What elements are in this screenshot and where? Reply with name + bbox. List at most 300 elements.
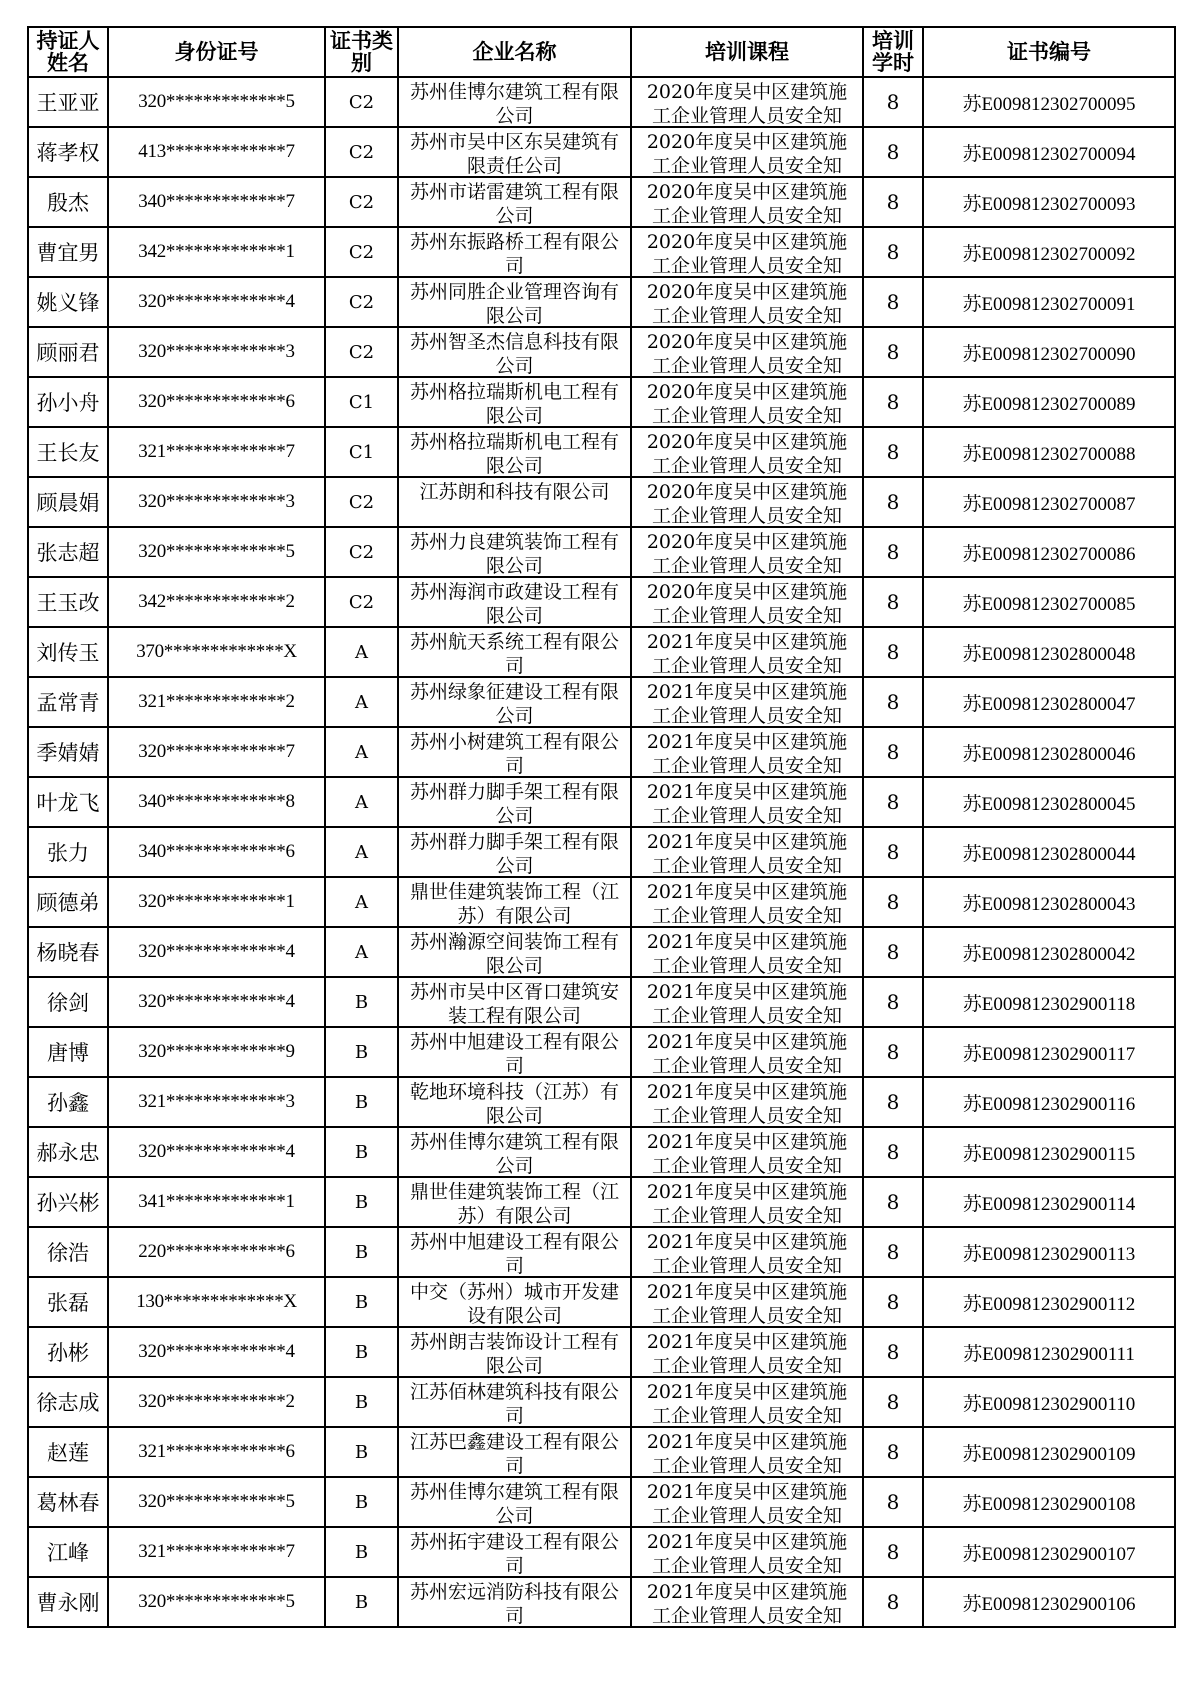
cell-course-text-box bbox=[632, 1428, 862, 1476]
cell-course-text: 2020年度吴中区建筑施工企业管理人员安全知 bbox=[646, 431, 848, 476]
cell-course-text-box bbox=[632, 678, 862, 726]
cell-cert-type: C2 bbox=[325, 227, 398, 277]
cell-company bbox=[398, 1427, 631, 1477]
table-row bbox=[28, 1577, 1175, 1627]
cell-holder-name: 孙鑫 bbox=[28, 1077, 108, 1127]
cell-holder-name: 顾晨娟 bbox=[28, 477, 108, 527]
cell-company-text: 乾地环境科技（江苏）有限公司 bbox=[409, 1081, 619, 1126]
cell-cert-number: 苏E009812302700091 bbox=[923, 277, 1175, 327]
header-cert-type: 证书类别 bbox=[325, 27, 398, 77]
cell-course-text-box bbox=[632, 1278, 862, 1326]
cell-company bbox=[398, 927, 631, 977]
cell-hours: 8 bbox=[863, 1277, 923, 1327]
cell-course-text-box bbox=[632, 128, 862, 176]
cell-holder-name: 王长友 bbox=[28, 427, 108, 477]
cell-holder-name: 唐博 bbox=[28, 1027, 108, 1077]
cell-course bbox=[631, 1277, 863, 1327]
cell-id-number: 320*************5 bbox=[108, 77, 325, 127]
cell-course-text-box bbox=[632, 378, 862, 426]
cell-cert-number: 苏E009812302900117 bbox=[923, 1027, 1175, 1077]
cell-hours: 8 bbox=[863, 277, 923, 327]
cell-holder-name: 徐浩 bbox=[28, 1227, 108, 1277]
cell-id-number: 321*************3 bbox=[108, 1077, 325, 1127]
cell-cert-type: C2 bbox=[325, 77, 398, 127]
cell-id-number: 340*************6 bbox=[108, 827, 325, 877]
cell-id-number: 370*************X bbox=[108, 627, 325, 677]
cell-course bbox=[631, 977, 863, 1027]
cell-id-number: 320*************3 bbox=[108, 327, 325, 377]
cell-course bbox=[631, 927, 863, 977]
cell-course-text-box bbox=[632, 628, 862, 676]
cell-course bbox=[631, 1327, 863, 1377]
cell-course-text: 2021年度吴中区建筑施工企业管理人员安全知 bbox=[646, 1531, 848, 1576]
cell-company-text-box bbox=[399, 978, 630, 1026]
cell-course bbox=[631, 377, 863, 427]
cell-company-text-box bbox=[399, 478, 630, 526]
cell-course bbox=[631, 627, 863, 677]
cell-cert-number: 苏E009812302900111 bbox=[923, 1327, 1175, 1377]
cell-course-text-box bbox=[632, 528, 862, 576]
cell-cert-type: C2 bbox=[325, 177, 398, 227]
cell-course-text-box bbox=[632, 78, 862, 126]
cell-company-text: 江苏佰林建筑科技有限公司 bbox=[409, 1381, 619, 1426]
cell-company bbox=[398, 1377, 631, 1427]
cell-holder-name: 曹永刚 bbox=[28, 1577, 108, 1627]
cell-holder-name: 杨晓春 bbox=[28, 927, 108, 977]
cell-holder-name: 孙小舟 bbox=[28, 377, 108, 427]
cell-company bbox=[398, 877, 631, 927]
cell-holder-name: 蒋孝权 bbox=[28, 127, 108, 177]
cell-holder-name: 王玉改 bbox=[28, 577, 108, 627]
table-row bbox=[28, 327, 1175, 377]
cell-company-text-box bbox=[399, 928, 630, 976]
cell-company-text: 苏州佳博尔建筑工程有限公司 bbox=[409, 1131, 619, 1176]
cell-company-text: 苏州朗吉装饰设计工程有限公司 bbox=[409, 1331, 619, 1376]
cell-course-text: 2020年度吴中区建筑施工企业管理人员安全知 bbox=[646, 281, 848, 326]
cell-company-text-box bbox=[399, 678, 630, 726]
cell-company-text: 江苏巴鑫建设工程有限公司 bbox=[409, 1431, 619, 1476]
cell-company bbox=[398, 327, 631, 377]
cell-cert-type: B bbox=[325, 1227, 398, 1277]
cell-id-number: 130*************X bbox=[108, 1277, 325, 1327]
cell-company bbox=[398, 227, 631, 277]
cell-company bbox=[398, 977, 631, 1027]
cell-course-text-box bbox=[632, 978, 862, 1026]
cell-cert-number: 苏E009812302700095 bbox=[923, 77, 1175, 127]
cell-course-text: 2021年度吴中区建筑施工企业管理人员安全知 bbox=[646, 1231, 848, 1276]
cell-course-text-box bbox=[632, 1228, 862, 1276]
cell-id-number: 321*************7 bbox=[108, 1527, 325, 1577]
table-row bbox=[28, 1477, 1175, 1527]
cell-course-text: 2021年度吴中区建筑施工企业管理人员安全知 bbox=[646, 1281, 848, 1326]
cell-holder-name: 葛林春 bbox=[28, 1477, 108, 1527]
cell-company bbox=[398, 527, 631, 577]
table-row bbox=[28, 977, 1175, 1027]
cell-company bbox=[398, 177, 631, 227]
cell-company bbox=[398, 1077, 631, 1127]
cell-cert-number: 苏E009812302800044 bbox=[923, 827, 1175, 877]
cell-course bbox=[631, 327, 863, 377]
certificate-table bbox=[27, 26, 1176, 1628]
cell-company-text: 苏州航天系统工程有限公司 bbox=[409, 631, 619, 676]
cell-company-text: 苏州格拉瑞斯机电工程有限公司 bbox=[409, 381, 619, 426]
cell-hours: 8 bbox=[863, 1327, 923, 1377]
cell-holder-name: 赵莲 bbox=[28, 1427, 108, 1477]
cell-course bbox=[631, 1427, 863, 1477]
cell-cert-number: 苏E009812302900116 bbox=[923, 1077, 1175, 1127]
cell-hours: 8 bbox=[863, 127, 923, 177]
cell-course-text: 2021年度吴中区建筑施工企业管理人员安全知 bbox=[646, 1131, 848, 1176]
table-row bbox=[28, 177, 1175, 227]
cell-hours: 8 bbox=[863, 1527, 923, 1577]
cell-cert-type: B bbox=[325, 1427, 398, 1477]
cell-course bbox=[631, 777, 863, 827]
cell-holder-name: 刘传玉 bbox=[28, 627, 108, 677]
table-row bbox=[28, 1327, 1175, 1377]
cell-cert-type: A bbox=[325, 877, 398, 927]
cell-company-text-box bbox=[399, 578, 630, 626]
cell-cert-type: B bbox=[325, 1277, 398, 1327]
header-id-number: 身份证号 bbox=[108, 27, 325, 77]
cell-company-text-box bbox=[399, 1378, 630, 1426]
cell-company bbox=[398, 777, 631, 827]
cell-company-text: 苏州同胜企业管理咨询有限公司 bbox=[409, 281, 619, 326]
table-row bbox=[28, 1127, 1175, 1177]
cell-company-text: 苏州小树建筑工程有限公司 bbox=[409, 731, 619, 776]
cell-holder-name: 顾丽君 bbox=[28, 327, 108, 377]
cell-course-text-box bbox=[632, 1528, 862, 1576]
cell-holder-name: 张志超 bbox=[28, 527, 108, 577]
table-row bbox=[28, 1427, 1175, 1477]
cell-company-text-box bbox=[399, 328, 630, 376]
cell-company-text-box bbox=[399, 1328, 630, 1376]
cell-company-text: 苏州群力脚手架工程有限公司 bbox=[409, 781, 619, 826]
cell-course bbox=[631, 527, 863, 577]
cell-company-text-box bbox=[399, 1078, 630, 1126]
cell-cert-type: B bbox=[325, 1577, 398, 1627]
cell-course-text: 2021年度吴中区建筑施工企业管理人员安全知 bbox=[646, 981, 848, 1026]
cell-company-text-box bbox=[399, 1028, 630, 1076]
cell-company-text: 苏州海润市政建设工程有限公司 bbox=[409, 581, 619, 626]
cell-cert-number: 苏E009812302800043 bbox=[923, 877, 1175, 927]
cell-course bbox=[631, 1227, 863, 1277]
cell-course-text: 2020年度吴中区建筑施工企业管理人员安全知 bbox=[646, 331, 848, 376]
cell-course-text: 2020年度吴中区建筑施工企业管理人员安全知 bbox=[646, 131, 848, 176]
cell-cert-number: 苏E009812302700085 bbox=[923, 577, 1175, 627]
cell-course-text: 2020年度吴中区建筑施工企业管理人员安全知 bbox=[646, 181, 848, 226]
cell-id-number: 320*************6 bbox=[108, 377, 325, 427]
cell-course-text: 2021年度吴中区建筑施工企业管理人员安全知 bbox=[646, 1381, 848, 1426]
cell-hours: 8 bbox=[863, 1127, 923, 1177]
cell-course-text: 2021年度吴中区建筑施工企业管理人员安全知 bbox=[646, 631, 848, 676]
cell-course-text-box bbox=[632, 1378, 862, 1426]
cell-cert-number: 苏E009812302900118 bbox=[923, 977, 1175, 1027]
cell-course bbox=[631, 827, 863, 877]
cell-hours: 8 bbox=[863, 177, 923, 227]
cell-hours: 8 bbox=[863, 727, 923, 777]
cell-course bbox=[631, 127, 863, 177]
cell-hours: 8 bbox=[863, 977, 923, 1027]
cell-company-text: 苏州市吴中区东吴建筑有限责任公司 bbox=[409, 131, 619, 176]
cell-course bbox=[631, 1027, 863, 1077]
cell-company bbox=[398, 77, 631, 127]
cell-course-text: 2020年度吴中区建筑施工企业管理人员安全知 bbox=[646, 531, 848, 576]
cell-company-text: 鼎世佳建筑装饰工程（江苏）有限公司 bbox=[409, 881, 619, 926]
cell-id-number: 320*************3 bbox=[108, 477, 325, 527]
cell-company bbox=[398, 1327, 631, 1377]
cell-course-text-box bbox=[632, 1028, 862, 1076]
table-header-row bbox=[28, 27, 1175, 77]
cell-hours: 8 bbox=[863, 627, 923, 677]
cell-course-text: 2021年度吴中区建筑施工企业管理人员安全知 bbox=[646, 1081, 848, 1126]
cell-course-text: 2021年度吴中区建筑施工企业管理人员安全知 bbox=[646, 731, 848, 776]
cell-cert-type: A bbox=[325, 677, 398, 727]
cell-course-text: 2021年度吴中区建筑施工企业管理人员安全知 bbox=[646, 1031, 848, 1076]
cell-hours: 8 bbox=[863, 1177, 923, 1227]
cell-company-text-box bbox=[399, 528, 630, 576]
table-row bbox=[28, 477, 1175, 527]
cell-course-text-box bbox=[632, 278, 862, 326]
table-row bbox=[28, 527, 1175, 577]
cell-company-text: 苏州中旭建设工程有限公司 bbox=[409, 1031, 619, 1076]
cell-holder-name: 孟常青 bbox=[28, 677, 108, 727]
cell-hours: 8 bbox=[863, 1377, 923, 1427]
cell-hours: 8 bbox=[863, 1577, 923, 1627]
cell-company-text-box bbox=[399, 1528, 630, 1576]
header-cert-number: 证书编号 bbox=[923, 27, 1175, 77]
cell-course bbox=[631, 1177, 863, 1227]
cell-company-text: 苏州佳博尔建筑工程有限公司 bbox=[409, 1481, 619, 1526]
cell-company bbox=[398, 677, 631, 727]
cell-company-text-box bbox=[399, 1278, 630, 1326]
cell-company-text: 苏州宏远消防科技有限公司 bbox=[409, 1581, 619, 1626]
cell-cert-type: C2 bbox=[325, 577, 398, 627]
cell-cert-type: B bbox=[325, 1127, 398, 1177]
cell-hours: 8 bbox=[863, 1227, 923, 1277]
table-row bbox=[28, 1177, 1175, 1227]
cell-company-text-box bbox=[399, 1178, 630, 1226]
cell-company-text: 苏州市诺雷建筑工程有限公司 bbox=[409, 181, 619, 226]
cell-id-number: 320*************4 bbox=[108, 977, 325, 1027]
cell-company-text-box bbox=[399, 78, 630, 126]
header-course: 培训课程 bbox=[631, 27, 863, 77]
cell-company-text: 苏州中旭建设工程有限公司 bbox=[409, 1231, 619, 1276]
cell-cert-type: C2 bbox=[325, 527, 398, 577]
cell-cert-number: 苏E009812302900115 bbox=[923, 1127, 1175, 1177]
cell-holder-name: 张力 bbox=[28, 827, 108, 877]
cell-company bbox=[398, 577, 631, 627]
table-body bbox=[28, 77, 1175, 1627]
cell-company-text-box bbox=[399, 1128, 630, 1176]
cell-course-text-box bbox=[632, 1078, 862, 1126]
cell-cert-type: A bbox=[325, 777, 398, 827]
cell-cert-number: 苏E009812302800046 bbox=[923, 727, 1175, 777]
cell-hours: 8 bbox=[863, 427, 923, 477]
cell-cert-type: C2 bbox=[325, 477, 398, 527]
cell-course bbox=[631, 277, 863, 327]
cell-cert-number: 苏E009812302900106 bbox=[923, 1577, 1175, 1627]
cell-holder-name: 叶龙飞 bbox=[28, 777, 108, 827]
cell-cert-number: 苏E009812302700086 bbox=[923, 527, 1175, 577]
cell-holder-name: 曹宜男 bbox=[28, 227, 108, 277]
cell-course-text-box bbox=[632, 928, 862, 976]
table-row bbox=[28, 577, 1175, 627]
cell-company bbox=[398, 477, 631, 527]
cell-cert-type: C1 bbox=[325, 427, 398, 477]
cell-id-number: 320*************4 bbox=[108, 1127, 325, 1177]
cell-course bbox=[631, 227, 863, 277]
cell-course bbox=[631, 1527, 863, 1577]
cell-id-number: 220*************6 bbox=[108, 1227, 325, 1277]
cell-company-text-box bbox=[399, 828, 630, 876]
cell-course bbox=[631, 727, 863, 777]
cell-hours: 8 bbox=[863, 327, 923, 377]
cell-company bbox=[398, 1577, 631, 1627]
cell-course bbox=[631, 477, 863, 527]
cell-cert-number: 苏E009812302800047 bbox=[923, 677, 1175, 727]
cell-hours: 8 bbox=[863, 477, 923, 527]
cell-id-number: 320*************1 bbox=[108, 877, 325, 927]
cell-cert-type: B bbox=[325, 1527, 398, 1577]
cell-cert-number: 苏E009812302900113 bbox=[923, 1227, 1175, 1277]
cell-holder-name: 孙兴彬 bbox=[28, 1177, 108, 1227]
cell-company-text-box bbox=[399, 128, 630, 176]
cell-holder-name: 江峰 bbox=[28, 1527, 108, 1577]
cell-course bbox=[631, 1577, 863, 1627]
cell-course-text: 2021年度吴中区建筑施工企业管理人员安全知 bbox=[646, 931, 848, 976]
cell-cert-type: C2 bbox=[325, 327, 398, 377]
cell-cert-type: B bbox=[325, 1027, 398, 1077]
cell-hours: 8 bbox=[863, 227, 923, 277]
cell-course-text: 2020年度吴中区建筑施工企业管理人员安全知 bbox=[646, 481, 848, 526]
cell-course bbox=[631, 677, 863, 727]
cell-course-text: 2021年度吴中区建筑施工企业管理人员安全知 bbox=[646, 881, 848, 926]
table-row bbox=[28, 1227, 1175, 1277]
cell-company bbox=[398, 1227, 631, 1277]
cell-hours: 8 bbox=[863, 1027, 923, 1077]
cell-company-text-box bbox=[399, 1428, 630, 1476]
cell-company bbox=[398, 1127, 631, 1177]
cell-hours: 8 bbox=[863, 377, 923, 427]
cell-cert-type: B bbox=[325, 1327, 398, 1377]
cell-company-text-box bbox=[399, 178, 630, 226]
table-row bbox=[28, 877, 1175, 927]
cell-course-text: 2020年度吴中区建筑施工企业管理人员安全知 bbox=[646, 381, 848, 426]
cell-cert-type: C1 bbox=[325, 377, 398, 427]
table-row bbox=[28, 227, 1175, 277]
cell-course bbox=[631, 177, 863, 227]
cell-company-text: 苏州佳博尔建筑工程有限公司 bbox=[409, 81, 619, 126]
cell-company-text-box bbox=[399, 1228, 630, 1276]
cell-company bbox=[398, 727, 631, 777]
cell-course-text: 2020年度吴中区建筑施工企业管理人员安全知 bbox=[646, 231, 848, 276]
cell-cert-number: 苏E009812302900108 bbox=[923, 1477, 1175, 1527]
cell-cert-type: C2 bbox=[325, 127, 398, 177]
cell-company-text-box bbox=[399, 278, 630, 326]
cell-course-text-box bbox=[632, 328, 862, 376]
cell-cert-type: A bbox=[325, 927, 398, 977]
cell-company-text: 苏州智圣杰信息科技有限公司 bbox=[409, 331, 619, 376]
cell-id-number: 320*************5 bbox=[108, 1577, 325, 1627]
cell-company-text: 苏州拓宇建设工程有限公司 bbox=[409, 1531, 619, 1576]
cell-company-text: 苏州绿象征建设工程有限公司 bbox=[409, 681, 619, 726]
cell-hours: 8 bbox=[863, 877, 923, 927]
cell-company-text: 江苏朗和科技有限公司 bbox=[419, 481, 610, 503]
cell-holder-name: 郝永忠 bbox=[28, 1127, 108, 1177]
cell-course-text-box bbox=[632, 428, 862, 476]
cell-hours: 8 bbox=[863, 677, 923, 727]
certificate-table-page bbox=[27, 26, 1174, 1628]
cell-course-text: 2021年度吴中区建筑施工企业管理人员安全知 bbox=[646, 1181, 848, 1226]
cell-course bbox=[631, 1377, 863, 1427]
cell-company-text: 苏州群力脚手架工程有限公司 bbox=[409, 831, 619, 876]
cell-holder-name: 顾德弟 bbox=[28, 877, 108, 927]
table-row bbox=[28, 377, 1175, 427]
cell-company bbox=[398, 277, 631, 327]
cell-holder-name: 殷杰 bbox=[28, 177, 108, 227]
cell-id-number: 321*************2 bbox=[108, 677, 325, 727]
cell-holder-name: 徐剑 bbox=[28, 977, 108, 1027]
cell-cert-type: A bbox=[325, 727, 398, 777]
cell-company-text-box bbox=[399, 228, 630, 276]
cell-id-number: 320*************9 bbox=[108, 1027, 325, 1077]
cell-hours: 8 bbox=[863, 777, 923, 827]
cell-company bbox=[398, 1027, 631, 1077]
cell-course-text-box bbox=[632, 178, 862, 226]
cell-course-text: 2021年度吴中区建筑施工企业管理人员安全知 bbox=[646, 1431, 848, 1476]
cell-course bbox=[631, 1477, 863, 1527]
cell-company bbox=[398, 377, 631, 427]
cell-cert-number: 苏E009812302900114 bbox=[923, 1177, 1175, 1227]
cell-company-text: 苏州市吴中区胥口建筑安装工程有限公司 bbox=[409, 981, 619, 1026]
cell-course-text-box bbox=[632, 828, 862, 876]
cell-course-text-box bbox=[632, 1328, 862, 1376]
cell-company-text-box bbox=[399, 1478, 630, 1526]
cell-cert-number: 苏E009812302700090 bbox=[923, 327, 1175, 377]
cell-cert-number: 苏E009812302700092 bbox=[923, 227, 1175, 277]
header-company: 企业名称 bbox=[398, 27, 631, 77]
cell-course bbox=[631, 1127, 863, 1177]
cell-course-text-box bbox=[632, 578, 862, 626]
cell-course-text: 2021年度吴中区建筑施工企业管理人员安全知 bbox=[646, 831, 848, 876]
cell-cert-number: 苏E009812302800045 bbox=[923, 777, 1175, 827]
cell-cert-number: 苏E009812302900112 bbox=[923, 1277, 1175, 1327]
cell-cert-type: B bbox=[325, 1177, 398, 1227]
cell-hours: 8 bbox=[863, 1427, 923, 1477]
table-row bbox=[28, 427, 1175, 477]
cell-id-number: 320*************2 bbox=[108, 1377, 325, 1427]
cell-id-number: 320*************5 bbox=[108, 527, 325, 577]
cell-company-text: 苏州东振路桥工程有限公司 bbox=[409, 231, 619, 276]
cell-id-number: 342*************1 bbox=[108, 227, 325, 277]
header-hours: 培训学时 bbox=[863, 27, 923, 77]
cell-id-number: 342*************2 bbox=[108, 577, 325, 627]
cell-id-number: 320*************4 bbox=[108, 927, 325, 977]
cell-hours: 8 bbox=[863, 1477, 923, 1527]
cell-course-text: 2020年度吴中区建筑施工企业管理人员安全知 bbox=[646, 81, 848, 126]
table-row bbox=[28, 127, 1175, 177]
cell-company bbox=[398, 627, 631, 677]
cell-company-text: 苏州瀚源空间装饰工程有限公司 bbox=[409, 931, 619, 976]
cell-company-text-box bbox=[399, 628, 630, 676]
table-row bbox=[28, 1527, 1175, 1577]
cell-cert-number: 苏E009812302900110 bbox=[923, 1377, 1175, 1427]
cell-hours: 8 bbox=[863, 577, 923, 627]
table-row bbox=[28, 277, 1175, 327]
header-holder-name: 持证人姓名 bbox=[28, 27, 108, 77]
cell-company bbox=[398, 827, 631, 877]
cell-hours: 8 bbox=[863, 827, 923, 877]
